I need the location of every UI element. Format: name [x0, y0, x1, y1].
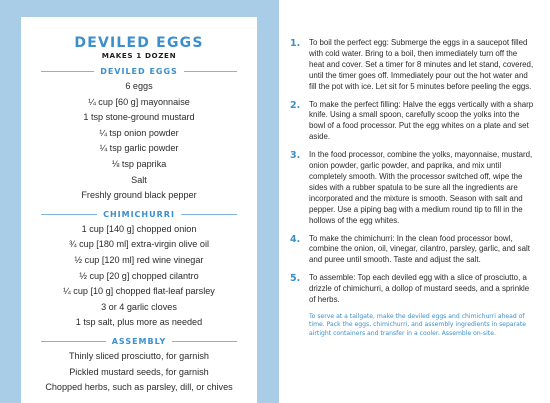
ingredient-item: ¾ cup [180 ml] extra-virgin olive oil — [68, 239, 209, 250]
ingredient-item: 3 or 4 garlic cloves — [101, 301, 177, 312]
step-text: To make the perfect filling: Halve the eggs vertically with a sharp knife. Using a small spoon, carefully scoop the yolks into the bowl of a food processor. Put the egg whites on a plate and set aside. — [309, 99, 534, 142]
ingredient-item: Pickled mustard seeds, for garnish — [69, 366, 209, 377]
section-label: DEVILED EGGS — [100, 67, 178, 76]
divider-rule — [184, 71, 237, 72]
ingredient-item: ⅛ tsp paprika — [111, 158, 167, 169]
ingredient-item: ¼ cup [60 g] mayonnaise — [88, 96, 190, 107]
step-text: In the food processor, combine the yolks, mayonnaise, mustard, onion powder, garlic powder, and paprika, and mix until completely smooth. With the processor switched off, wipe the sides with a rubber spatula to be sure all the ingredients are incorporated and the mixture is smooth. Season with salt and pepper. Use a piping bag with a medium round tip to fill in the hollows of the egg whites. — [309, 150, 533, 225]
step-number: 1. — [290, 38, 301, 49]
step-1 — [290, 38, 534, 93]
divider-rule — [41, 71, 94, 72]
step-number: 4. — [290, 233, 301, 245]
step-text: To assemble: Top each deviled egg with a slice of prosciutto, a drizzle of chimichurri, a dollop of mustard seeds, and a sprinkle of herbs. — [309, 273, 530, 305]
ingredient-item: Thinly sliced prosciutto, for garnish — [68, 350, 209, 361]
ingredient-item: 1 cup [140 g] chopped onion — [81, 223, 197, 234]
recipe-yield: MAKES 1 DOZEN — [101, 51, 177, 60]
step-3 — [290, 150, 534, 226]
step-number: 3. — [290, 150, 301, 162]
step-text: To boil the perfect egg: Submerge the eggs in a saucepot filled with cold water. Bring to a boil, then immediately turn off the heat and cover. Set a timer for 8 minutes and let stand, covered, until the timer goes off. Immediately pour out the hot water and fill the pot with ice. Let sit for 5 minutes before peeling the eggs. — [309, 38, 534, 91]
ingredient-item: Freshly ground black pepper — [81, 190, 197, 201]
ingredient-item: ¼ cup [10 g] chopped flat-leaf parsley — [63, 286, 215, 297]
serving-tip: To serve at a tailgate, make the deviled eggs and chimichurri ahead of time. Pack the eggs, chimichurri, and assembly ingredients in separate airtight containers and transfer in a cooler. Assemble on-site. — [309, 312, 527, 337]
instructions-column — [290, 38, 534, 338]
divider-rule — [181, 214, 237, 215]
step-5 — [290, 273, 534, 306]
ingredients-card — [21, 17, 257, 403]
divider-rule — [41, 341, 106, 342]
ingredient-list-deviled-eggs — [21, 79, 257, 204]
ingredient-list-chimichurri — [21, 222, 257, 331]
divider-rule — [172, 341, 237, 342]
divider-rule — [41, 214, 97, 215]
section-heading-deviled-eggs — [41, 65, 237, 78]
ingredient-item: Salt — [131, 174, 147, 185]
ingredient-item: 1 tsp stone-ground mustard — [83, 112, 195, 123]
ingredient-item: ¼ tsp garlic powder — [99, 143, 179, 154]
ingredient-list-assembly — [21, 349, 257, 396]
section-heading-assembly — [41, 335, 237, 348]
ingredient-item: ¼ tsp onion powder — [99, 127, 179, 138]
step-number: 5. — [290, 273, 301, 285]
step-4 — [290, 234, 534, 267]
step-2 — [290, 100, 534, 144]
ingredient-item: ½ cup [120 ml] red wine vinegar — [74, 254, 204, 265]
recipe-title: DEVILED EGGS — [74, 35, 204, 51]
ingredient-item: ½ cup [20 g] chopped cilantro — [79, 270, 199, 281]
ingredient-item: 6 eggs — [125, 81, 153, 91]
ingredient-item: 1 tsp salt, plus more as needed — [75, 317, 203, 328]
section-heading-chimichurri — [41, 208, 237, 221]
step-number: 2. — [290, 99, 301, 111]
section-label: CHIMICHURRI — [103, 209, 175, 219]
ingredient-item: Chopped herbs, such as parsley, dill, or chives — [45, 382, 233, 393]
step-text: To make the chimichurri: In the clean food processor bowl, combine the onion, oil, vinegar, cilantro, parsley, garlic, and salt and puree until smooth. Taste and adjust the salt. — [309, 233, 530, 265]
section-label: ASSEMBLY — [111, 336, 167, 346]
